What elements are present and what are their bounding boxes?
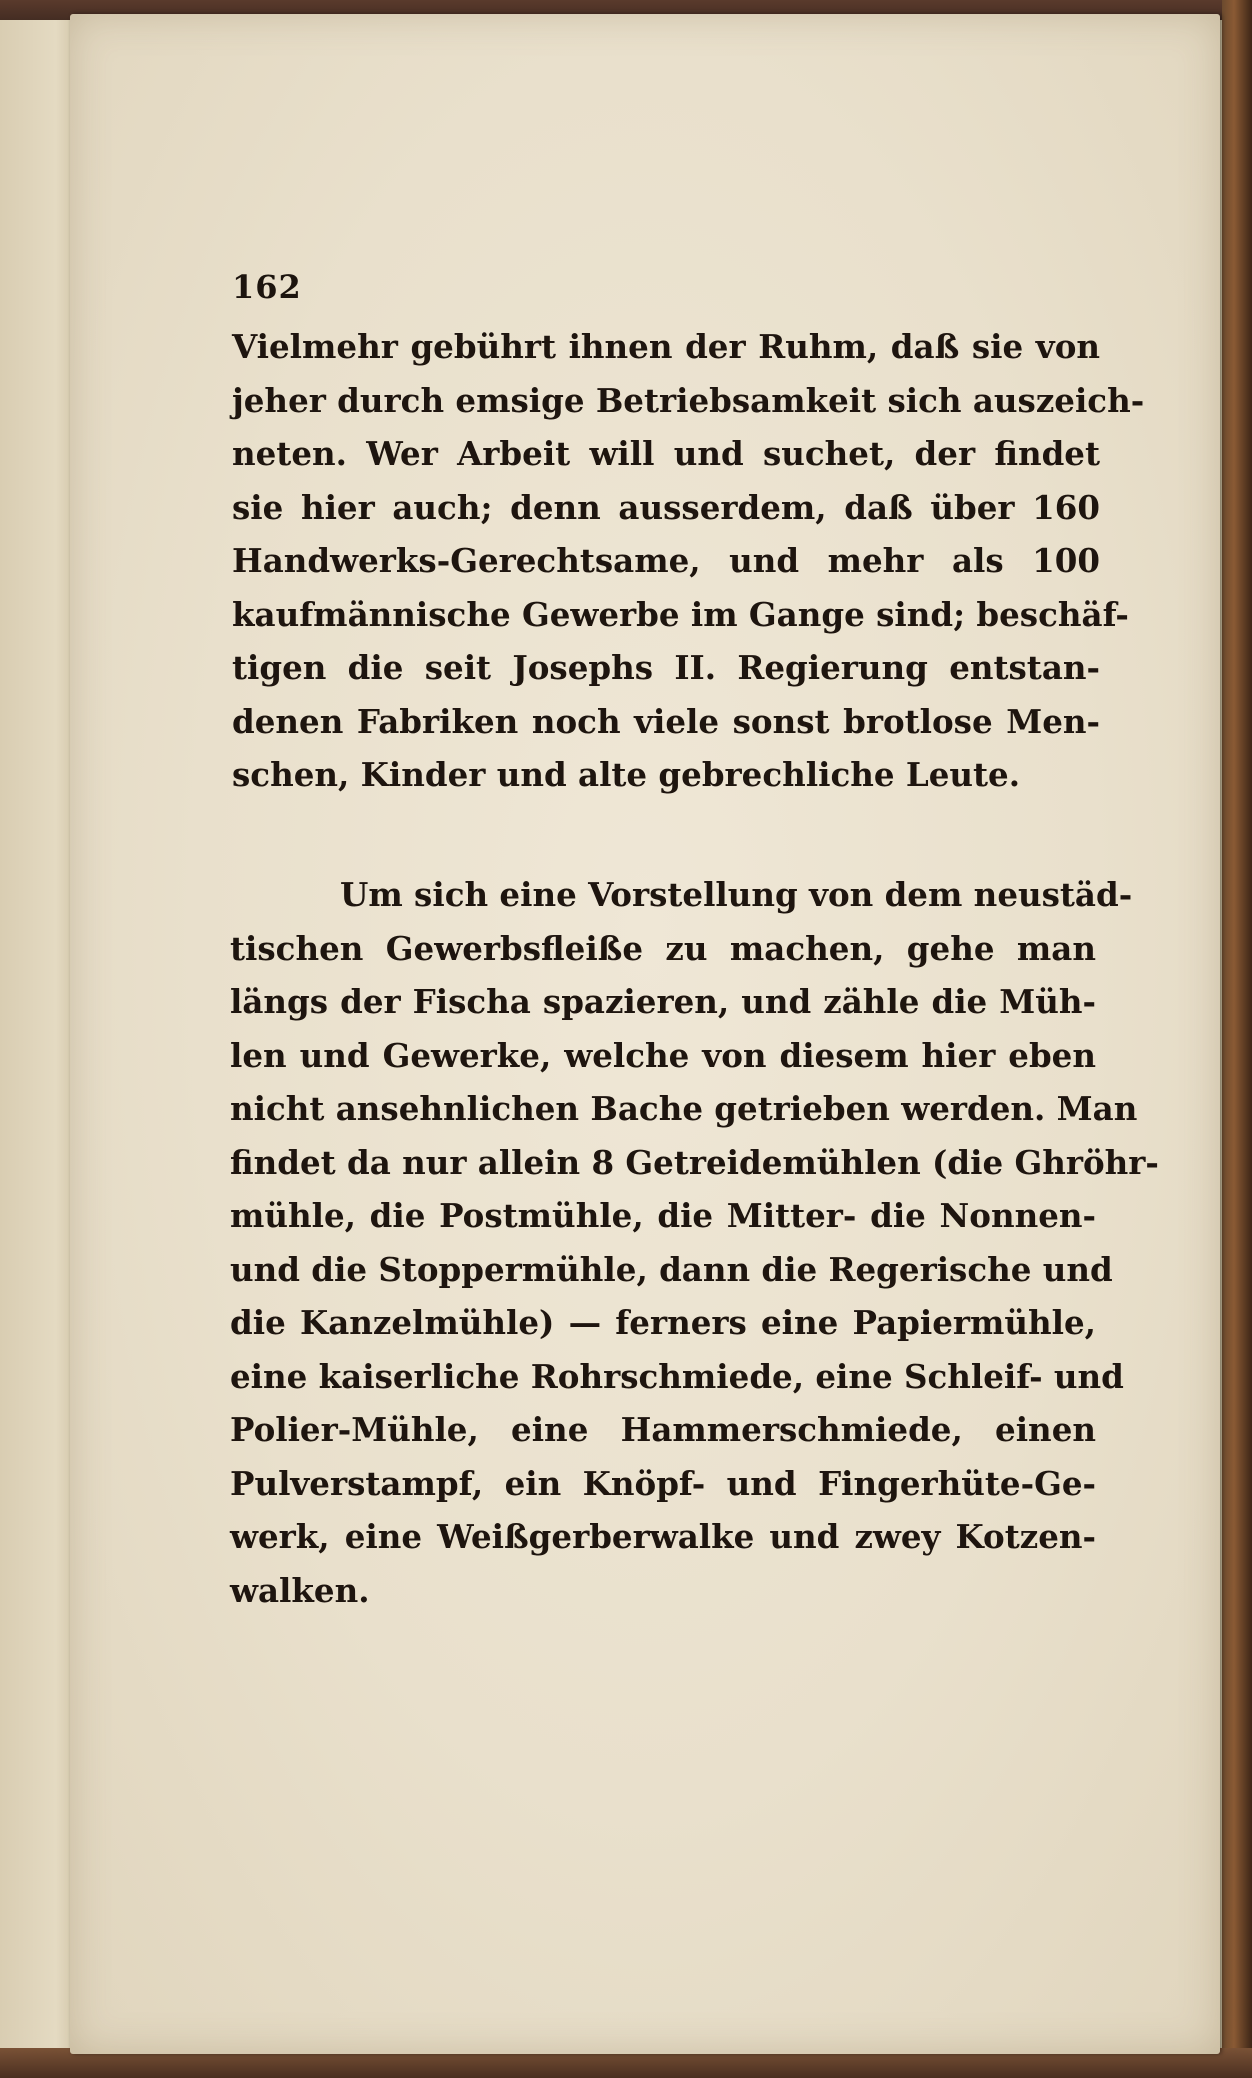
text-line: tischen Gewerbsfleiße zu machen, gehe man: [230, 928, 1096, 968]
text-line: findet da nur allein 8 Getreidemühlen (die Ghröhr-: [230, 1142, 1159, 1182]
text-line: die Kanzelmühle) — ferners eine Papiermühle,: [230, 1303, 1096, 1342]
text-line: schen, Kinder und alte gebrechliche Leute.: [232, 755, 1021, 794]
book-cover-edge: [1222, 0, 1252, 2078]
text-line: nicht ansehnlichen Bache getrieben werden. Man: [230, 1089, 1138, 1128]
text-line: sie hier auch; denn ausserdem, daß über 160: [232, 487, 1100, 527]
text-line: denen Fabriken noch viele sonst brotlose Men-: [232, 701, 1100, 741]
page-number: 162: [232, 268, 302, 306]
text-line: Vielmehr gebührt ihnen der Ruhm, daß sie von: [232, 327, 1100, 366]
text-line: werk, eine Weißgerberwalke und zwey Kotzen-: [230, 1517, 1096, 1556]
text-line: tigen die seit Josephs II. Regierung entstan-: [232, 648, 1100, 687]
paragraph-2: [230, 868, 1159, 1617]
text-line: jeher durch emsige Betriebsamkeit sich auszeich-: [232, 380, 1145, 420]
text-line: len und Gewerke, welche von diesem hier eben: [230, 1035, 1096, 1075]
text-line: Polier-Mühle, eine Hammerschmiede, einen: [230, 1410, 1096, 1449]
text-line: neten. Wer Arbeit will und suchet, der findet: [232, 434, 1100, 473]
text-line: eine kaiserliche Rohrschmiede, eine Schleif- und: [230, 1356, 1124, 1396]
text-line: Pulverstampf, ein Knöpf- und Fingerhüte-Ge-: [230, 1463, 1096, 1503]
text-line: und die Stoppermühle, dann die Regerische und: [230, 1249, 1113, 1289]
facing-page-edge: [0, 20, 80, 2060]
text-line: Um sich eine Vorstellung von dem neustäd-: [340, 875, 1133, 914]
text-line: Handwerks-Gerechtsame, und mehr als 100: [232, 541, 1100, 580]
text-line: längs der Fischa spazieren, und zähle die Müh-: [230, 982, 1096, 1021]
text-line: kaufmännische Gewerbe im Gange sind; beschäf-: [232, 594, 1129, 634]
paragraph-1: [232, 320, 1145, 802]
text-line: mühle, die Postmühle, die Mitter- die Nonnen-: [230, 1196, 1096, 1235]
text-line: walken.: [230, 1570, 370, 1610]
